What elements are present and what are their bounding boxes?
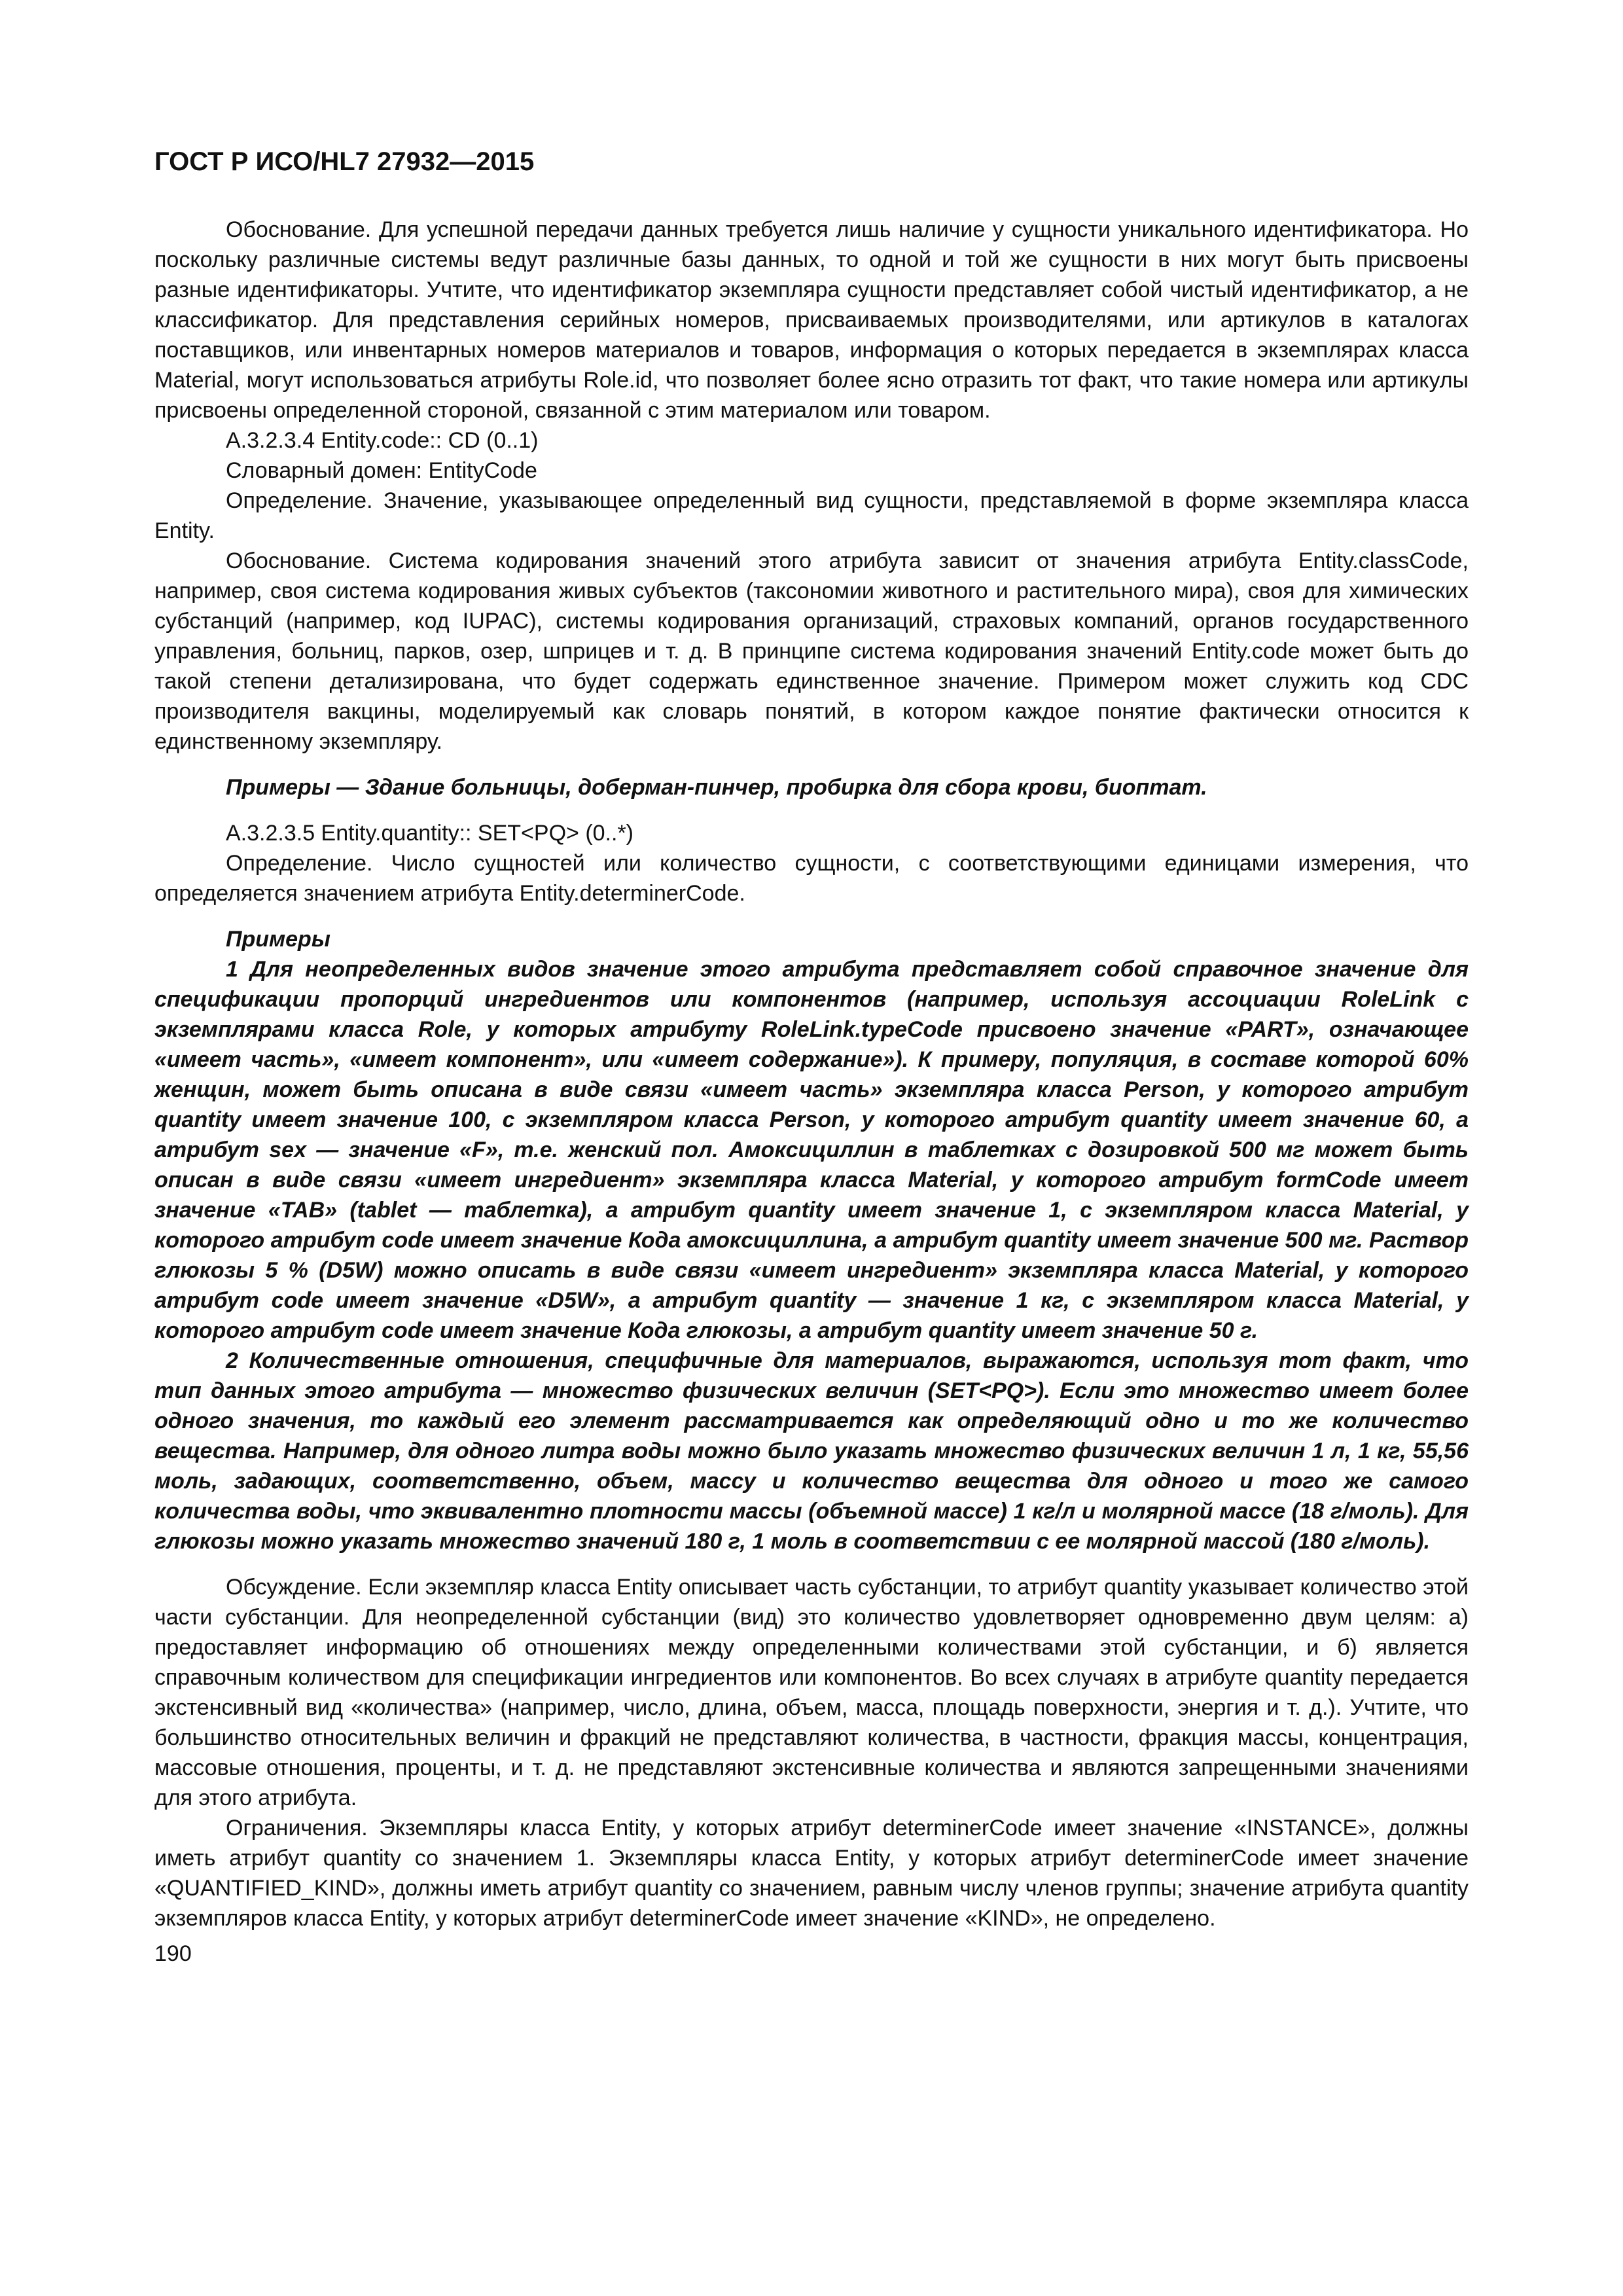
paragraph-discussion: Обсуждение. Если экземпляр класса Entity описывает часть субстанции, то атрибут quantity указывает количество этой части субстанции. Для неопределенной субстанции (вид) это количество удовлетворяет одновременно двум целям: а) предоставляет информацию об отношениях между определенными количествами этой субстанции, и б) является справочным количеством для спецификации ингредиентов или компонентов. Во всех случаях в атрибуте quantity передается экстенсивный вид «количества» (например, число, длина, объем, масса, площадь поверхности, энергия и т. д.). Учтите, что большинство относительных величин и фракций не представляют количества, в частности, фракция массы, концентрация, массовые отношения, проценты, и т. д. не представляют экстенсивные количества и являются запрещенными значениями для этого атрибута. (154, 1575, 1469, 1810)
paragraph-rationale-code: Обоснование. Система кодирования значений этого атрибута зависит от значения атрибута Entity.classCode, например, своя система кодирования живых субъектов (таксономии животного и растительного мира), своя для химических субстанций (например, код IUPAC), системы кодирования организаций, страховых компаний, органов государственного управления, больниц, парков, озер, шприцев и т. д. В принципе система кодирования значений Entity.code может быть до такой степени детализирована, что будет содержать единственное значение. Примером может служить код CDC производителя вакцины, моделируемый как словарь понятий, в котором каждое понятие фактически относится к единственному экземпляру. (154, 548, 1469, 754)
example-quantity-1: 1 Для неопределенных видов значение этого атрибута представляет собой справочное значение для спецификации пропорций ингредиентов или компонентов (например, используя ассоциации RoleLink с экземплярами класса Role, у которых атрибуту RoleLink.typeCode присвоено значение «PART», означающее «имеет часть», «имеет компонент», или «имеет содержание»). К примеру, популяция, в составе которой 60% женщин, может быть описана в виде связи «имеет часть» экземпляра класса Person, у которого атрибут quantity имеет значение 100, с экземпляром класса Person, у которого атрибут quantity имеет значение 60, а атрибут sex — значение «F», т.е. женский пол. Амоксициллин в таблетках с дозировкой 500 мг может быть описан в виде связи «имеет ингредиент» экземпляра класса Material, у которого атрибут formCode имеет значение «TAB» (tablet — таблетка), а атрибут quantity имеет значение 1, с экземпляром класса Material, у которого атрибут code имеет значение Кода амоксициллина, а атрибут quantity имеет значение 500 мг. Раствор глюкозы 5 % (D5W) можно описать в виде связи «имеет ингредиент» экземпляра класса Material, у которого атрибут code имеет значение «D5W», а атрибут quantity — значение 1 кг, с экземпляром класса Material, у которого атрибут code имеет значение Кода глюкозы, а атрибут quantity имеет значение 50 г. (154, 957, 1469, 1343)
paragraph-rationale-id: Обоснование. Для успешной передачи данных требуется лишь наличие у сущности уникального идентификатора. Но поскольку различные системы ведут различные базы данных, то одной и той же сущности в них могут быть присвоены разные идентификаторы. Учтите, что идентификатор экземпляра сущности представляет собой чистый идентификатор, а не классификатор. Для представления серийных номеров, присваиваемых производителями, или артикулов в каталогах поставщиков, или инвентарных номеров материалов и товаров, информация о которых передается в экземплярах класса Material, могут использоваться атрибуты Role.id, что позволяет более ясно отразить тот факт, что такие номера или артикулы присвоены определенной стороной, связанной с этим материалом или товаром. (154, 217, 1469, 423)
paragraph-vocabulary-domain: Словарный домен: EntityCode (226, 458, 537, 483)
examples-code: Примеры — Здание больницы, доберман-пинчер, пробирка для сбора крови, биоптат. (226, 775, 1207, 800)
page-number: 190 (154, 1941, 192, 1966)
paragraph-entity-code-heading: A.3.2.3.4 Entity.code:: CD (0..1) (226, 428, 539, 453)
paragraph-constraints: Ограничения. Экземпляры класса Entity, у которых атрибут determinerCode имеет значение «INSTANCE», должны иметь атрибут quantity со значением 1. Экземпляры класса Entity, у которых атрибут determinerCode имеет значение «QUANTIFIED_KIND», должны иметь атрибут quantity со значением, равным числу членов группы; значение атрибута quantity экземпляров класса Entity, у которых атрибут determinerCode имеет значение «KIND», не определено. (154, 1816, 1469, 1931)
paragraph-definition-code: Определение. Значение, указывающее определенный вид сущности, представляемой в форме экземпляра класса Entity. (154, 488, 1469, 543)
paragraph-definition-quantity: Определение. Число сущностей или количество сущности, с соответствующими единицами измерения, что определяется значением атрибута Entity.determinerCode. (154, 851, 1469, 906)
examples-quantity-heading: Примеры (226, 927, 330, 952)
document-header-title: ГОСТ Р ИСО/HL7 27932—2015 (154, 147, 535, 176)
example-quantity-2: 2 Количественные отношения, специфичные для материалов, выражаются, используя тот факт, что тип данных этого атрибута — множество физических величин (SET<PQ>). Если это множество имеет более одного значения, то каждый его элемент рассматривается как определяющий одно и то же количество вещества. Например, для одного литра воды можно было указать множество физических величин 1 л, 1 кг, 55,56 моль, задающих, соответственно, объем, массу и количество вещества для одного и того же самого количества воды, что эквивалентно плотности массы (объемной массе) 1 кг/л и молярной массе (18 г/моль). Для глюкозы можно указать множество значений 180 г, 1 моль в соответствии с ее молярной массой (180 г/моль). (154, 1348, 1469, 1554)
document-page (154, 145, 1469, 1969)
paragraph-entity-quantity-heading: A.3.2.3.5 Entity.quantity:: SET<PQ> (0..*) (226, 821, 634, 846)
